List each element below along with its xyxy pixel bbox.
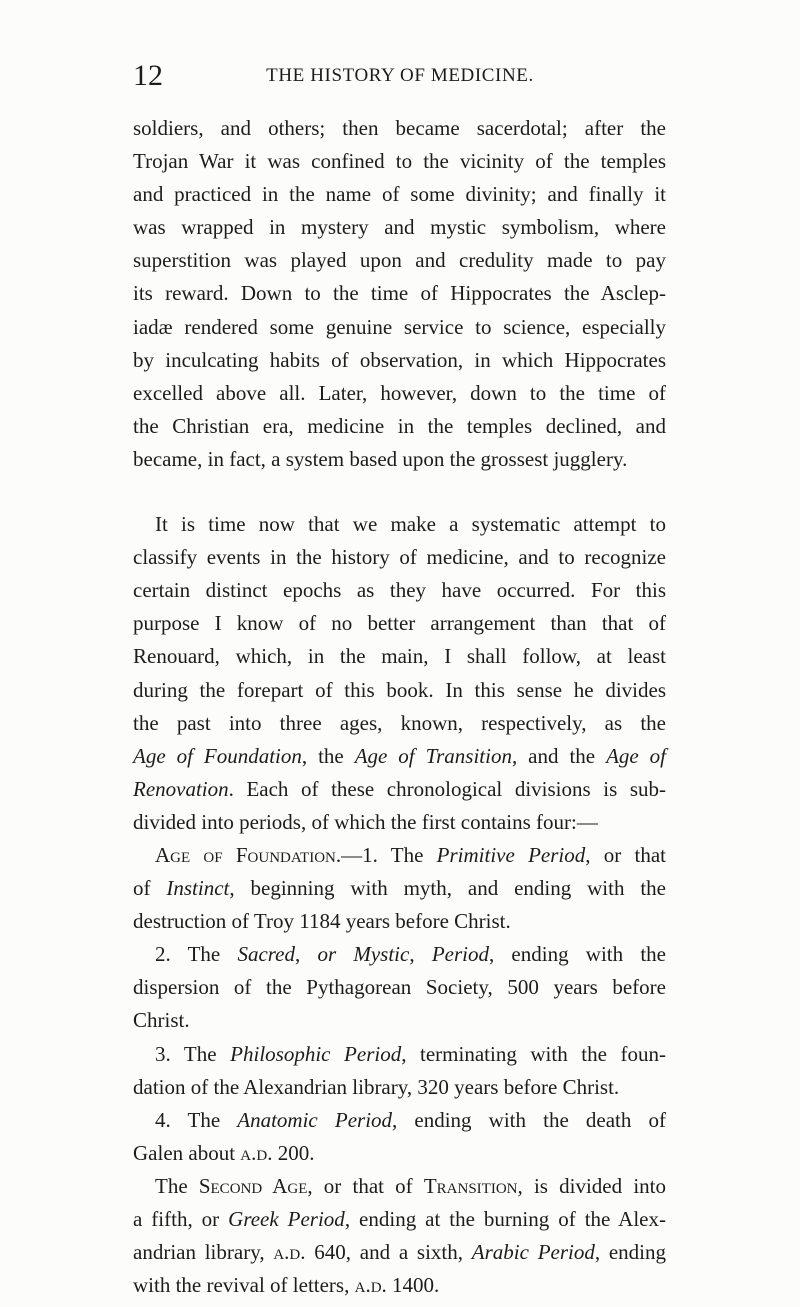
text-line: the past into three ages, known, respectively, as the <box>133 710 666 735</box>
age-of-transition-term: Age of Transition <box>354 743 512 768</box>
text-line: a fifth, or Greek Period, ending at the burning of the Alex- <box>133 1207 666 1231</box>
text-line: certain distinct epochs as they have occurred. For this <box>133 578 666 603</box>
text-line: It is time now that we make a systematic attempt to <box>155 512 666 537</box>
text-line: divided into periods, of which the first contains four:— <box>133 809 598 834</box>
second-age-term: Second Age <box>198 1173 308 1198</box>
running-title: THE HISTORY OF MEDICINE. <box>266 65 534 86</box>
era-abbreviation: a.d. <box>240 1140 273 1165</box>
text-line: andrian library, a.d. 640, and a sixth, Arabic Period, ending <box>133 1240 667 1265</box>
text-line: classify events in the history of medicine, and to recognize <box>133 545 666 570</box>
text-line: iadæ rendered some genuine service to science, especially <box>133 314 666 339</box>
text-line: and practiced in the name of some divinity; and finally it <box>133 182 666 207</box>
text-line: 3. The Philosophic Period, terminating with the foun- <box>155 1041 666 1066</box>
page-body <box>133 112 666 1302</box>
instinct-term: Instinct <box>166 876 230 901</box>
era-abbreviation: a.d. <box>273 1240 306 1265</box>
arabic-period-term: Arabic Period <box>471 1240 595 1265</box>
text-line: with the revival of letters, a.d. 1400. <box>133 1273 440 1298</box>
text-line: became, in fact, a system based upon the grossest jugglery. <box>133 446 628 471</box>
age-of-term: Age of <box>606 743 666 768</box>
section-heading: Age of Foundation <box>155 842 336 867</box>
text-line: Age of Foundation.—1. The Primitive Period, or that <box>155 842 666 867</box>
text-line: Christ. <box>133 1008 190 1033</box>
mystic-term: or Mystic <box>317 942 410 967</box>
text-line: destruction of Troy 1184 years before Christ. <box>133 909 511 934</box>
text-line: excelled above all. Later, however, down to the time of <box>133 380 666 405</box>
text-line: purpose I know of no better arrangement than that of <box>133 611 666 636</box>
anatomic-period-term: Anatomic Period <box>237 1107 393 1132</box>
text-line: Renovation. Each of these chronological divisions is sub- <box>133 776 666 801</box>
text-line: of Instinct, beginning with myth, and ending with the <box>133 876 666 901</box>
text-line: Trojan War it was confined to the vicinity of the temples <box>133 149 666 174</box>
text-line: the Christian era, medicine in the temples declined, and <box>133 413 666 438</box>
text-line: Galen about a.d. 200. <box>133 1140 315 1165</box>
paragraph-gap <box>133 476 666 508</box>
period-term: Period <box>431 942 489 967</box>
text-line: was wrapped in mystery and mystic symbolism, where <box>133 215 666 240</box>
age-of-foundation-section <box>133 839 666 938</box>
renovation-term: Renovation <box>133 776 229 801</box>
age-of-foundation-term: Age of Foundation <box>133 743 302 768</box>
text-line: The Second Age, or that of Transition, is divided into <box>155 1173 666 1198</box>
period-2-section <box>133 938 666 1037</box>
primitive-period-term: Primitive Period <box>436 842 586 867</box>
text-line: 4. The Anatomic Period, ending with the death of <box>155 1107 666 1132</box>
text-line: Renouard, which, in the main, I shall follow, at least <box>133 644 666 669</box>
text-line: its reward. Down to the time of Hippocrates the Asclep- <box>133 281 666 306</box>
page-header <box>133 56 667 96</box>
period-4-section <box>133 1104 666 1170</box>
text-line: during the forepart of this book. In this sense he divides <box>133 677 666 702</box>
paragraph-1 <box>133 112 666 476</box>
text-line: 2. The Sacred, or Mystic, Period, ending with the <box>155 942 667 967</box>
period-3-section <box>133 1038 666 1104</box>
philosophic-period-term: Philosophic Period <box>230 1041 402 1066</box>
text-line: superstition was played upon and credulity made to pay <box>133 248 666 273</box>
sacred-term: Sacred <box>237 942 295 967</box>
era-abbreviation: a.d. <box>354 1273 387 1298</box>
text-line: Age of Foundation, the Age of Transition, and the Age of <box>133 743 666 768</box>
page-number: 12 <box>133 59 163 92</box>
paragraph-2 <box>133 508 666 839</box>
text-line: by inculcating habits of observation, in which Hippocrates <box>133 347 666 372</box>
text-line: soldiers, and others; then became sacerdotal; after the <box>133 116 666 140</box>
text-line: dation of the Alexandrian library, 320 years before Christ. <box>133 1074 620 1099</box>
text-line: dispersion of the Pythagorean Society, 500 years before <box>133 975 666 1000</box>
greek-period-term: Greek Period <box>228 1207 345 1231</box>
second-age-section <box>133 1170 666 1302</box>
transition-term: Transition <box>423 1173 518 1198</box>
